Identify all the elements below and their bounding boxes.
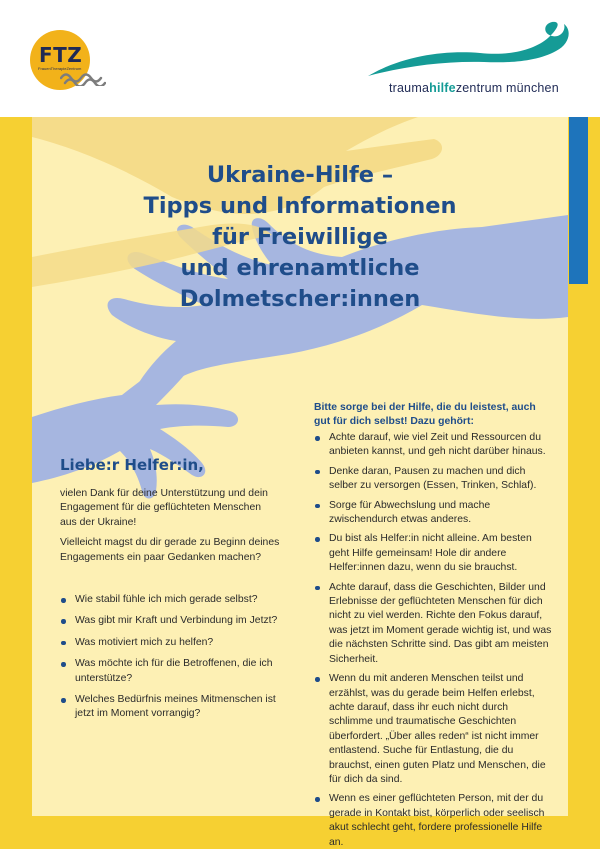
logo-text-zentrum: zentrum münchen xyxy=(455,81,559,95)
list-item: Sorge für Abwechslung und mache zwischendurch etwas anderes. xyxy=(314,499,554,528)
list-item: Du bist als Helfer:in nicht alleine. Am besten geht Hilfe gemeinsam! Hole dir andere Helfer:innen dazu, wenn du sie brauchst. xyxy=(314,532,554,575)
page-title xyxy=(90,160,510,315)
list-item: Welches Bedürfnis meines Mitmenschen ist jetzt im Moment vorrangig? xyxy=(60,693,290,722)
list-item: Was möchte ich für die Betroffenen, die ich unterstütze? xyxy=(60,657,290,686)
ftz-wave-icon xyxy=(60,72,106,86)
intro-paragraph: Vielleicht magst du dir gerade zu Beginn deines Engagements ein paar Gedanken machen? xyxy=(60,537,280,563)
logo-text-hilfe: hilfe xyxy=(429,81,456,95)
blue-accent-bar xyxy=(569,117,588,284)
title-line: und ehrenamtliche xyxy=(180,255,420,281)
header xyxy=(0,0,600,117)
intro-paragraph: vielen Dank für deine Unterstützung und dein Engagement für die geflüchteten Menschen aus der Ukraine! xyxy=(60,488,268,528)
self-care-heading: Bitte sorge bei der Hilfe, die du leistest, auch gut für dich selbst! Dazu gehört: xyxy=(314,402,536,428)
list-item: Was gibt mir Kraft und Verbindung im Jetzt? xyxy=(60,614,290,628)
swoosh-icon xyxy=(362,18,577,80)
title-line: Ukraine-Hilfe – xyxy=(206,162,394,188)
blue-hand-lower-shape xyxy=(32,351,238,499)
ftz-logo-abbr: FTZ xyxy=(39,43,83,67)
list-item: Achte darauf, wie viel Zeit und Ressourcen du anbieten kannst, und geh nicht darüber hinaus. xyxy=(314,431,554,460)
self-care-list xyxy=(314,431,554,849)
list-item: Denke daran, Pausen zu machen und dich selber zu versorgen (Essen, Trinken, Schlaf). xyxy=(314,465,554,494)
list-item: Achte darauf, dass die Geschichten, Bilder und Erlebnisse der geflüchteten Menschen für dich nicht zu viel werden. Richte den Fokus darauf, was jetzt im Moment gerade wichtig ist, und was die nächsten Schritte sind. Das gibt am meisten Sicherheit. xyxy=(314,581,554,667)
list-item: Was motiviert mich zu helfen? xyxy=(60,636,290,650)
list-item: Wenn du mit anderen Menschen teilst und erzählst, was du gerade beim Helfen erlebst, achte darauf, dass ihr euch nicht durch schlimme und traumatische Geschichten überfordert. „Über alles reden“ ist nicht immer entlastend. Suche für Entlastung, die du brauchst, einen guten Platz und Menschen, die für dich da sind. xyxy=(314,672,554,787)
title-line: für Freiwillige xyxy=(212,224,388,250)
title-line: Dolmetscher:innen xyxy=(179,286,421,312)
greeting-heading: Liebe:r Helfer:in, xyxy=(60,456,204,474)
ftz-logo xyxy=(30,30,104,92)
list-item: Wenn es einer geflüchteten Person, mit der du gerade in Kontakt bist, körperlich oder seelisch akut schlecht geht, fordere professionelle Hilfe an. xyxy=(314,792,554,849)
list-item: Wie stabil fühle ich mich gerade selbst? xyxy=(60,593,290,607)
traumahilfezentrum-logo xyxy=(362,18,577,98)
logo-text-trauma: trauma xyxy=(389,81,430,95)
reflection-questions-list xyxy=(60,593,290,729)
ftz-logo-subtitle: FrauenTherapieZentrum xyxy=(38,66,82,71)
intro-text xyxy=(60,487,280,571)
title-line: Tipps und Informationen xyxy=(143,193,457,219)
traumahilfezentrum-logo-text xyxy=(389,81,559,95)
